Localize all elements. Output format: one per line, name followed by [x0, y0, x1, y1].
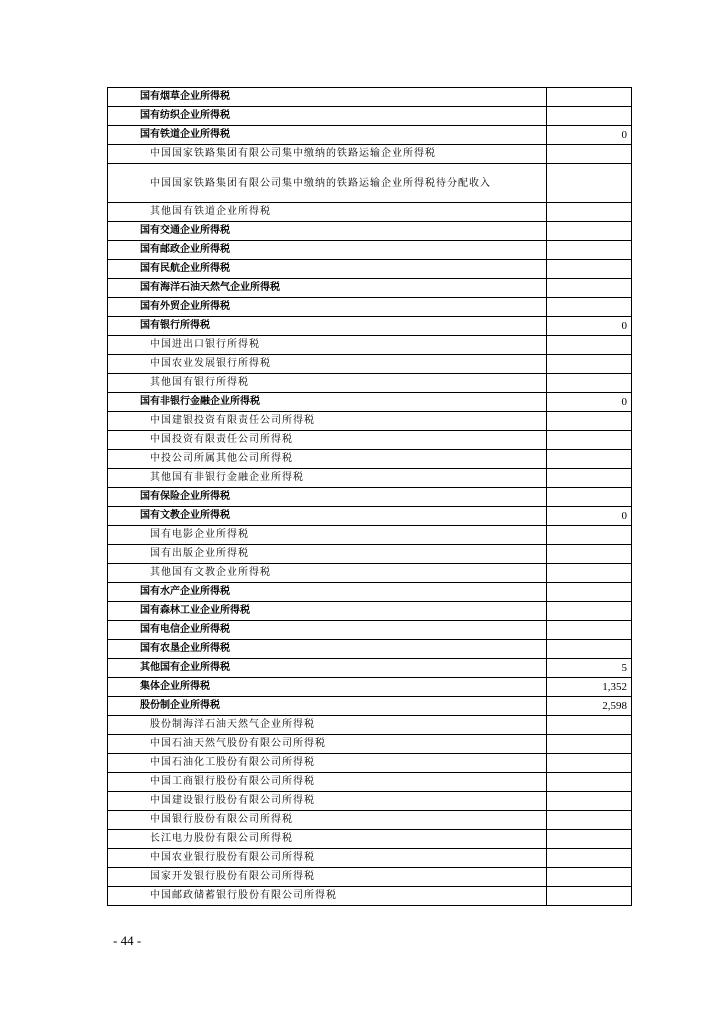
table-row	[108, 469, 632, 488]
tax-item-value	[547, 164, 632, 203]
table-row	[108, 241, 632, 260]
table-row	[108, 602, 632, 621]
tax-item-name: 集体企业所得税	[108, 678, 547, 697]
table-row	[108, 317, 632, 336]
table-row	[108, 393, 632, 412]
tax-item-name: 国有烟草企业所得税	[108, 88, 547, 107]
table-row	[108, 507, 632, 526]
tax-item-value	[547, 792, 632, 811]
tax-item-name: 国有非银行金融企业所得税	[108, 393, 547, 412]
tax-item-value	[547, 602, 632, 621]
table-row	[108, 355, 632, 374]
table-row	[108, 107, 632, 126]
tax-item-name: 其他国有铁道企业所得税	[108, 203, 547, 222]
table-row	[108, 697, 632, 716]
table-row	[108, 336, 632, 355]
tax-item-value	[547, 640, 632, 659]
tax-item-name: 国有水产企业所得税	[108, 583, 547, 602]
tax-item-value: 0	[547, 317, 632, 336]
tax-item-name: 中国工商银行股份有限公司所得税	[108, 773, 547, 792]
table-row	[108, 735, 632, 754]
table-row	[108, 678, 632, 697]
tax-item-name: 中国农业银行股份有限公司所得税	[108, 849, 547, 868]
tax-item-value	[547, 431, 632, 450]
tax-item-value: 2,598	[547, 697, 632, 716]
table-row	[108, 145, 632, 164]
tax-item-name: 其他国有银行所得税	[108, 374, 547, 393]
tax-item-name: 国有邮政企业所得税	[108, 241, 547, 260]
tax-item-value	[547, 735, 632, 754]
table-row	[108, 716, 632, 735]
tax-item-value	[547, 222, 632, 241]
tax-item-name: 国家开发银行股份有限公司所得税	[108, 868, 547, 887]
table-row	[108, 374, 632, 393]
table-row	[108, 431, 632, 450]
tax-item-value	[547, 526, 632, 545]
table-row	[108, 526, 632, 545]
table-row	[108, 830, 632, 849]
table-row	[108, 279, 632, 298]
tax-item-value	[547, 107, 632, 126]
tax-item-name: 其他国有非银行金融企业所得税	[108, 469, 547, 488]
table-row	[108, 164, 632, 203]
table-row	[108, 450, 632, 469]
tax-item-name: 股份制海洋石油天然气企业所得税	[108, 716, 547, 735]
tax-item-value: 0	[547, 507, 632, 526]
tax-item-value	[547, 450, 632, 469]
tax-item-name: 其他国有企业所得税	[108, 659, 547, 678]
tax-item-value	[547, 355, 632, 374]
tax-item-value: 0	[547, 393, 632, 412]
tax-item-name: 中国建设银行股份有限公司所得税	[108, 792, 547, 811]
tax-item-name: 中国进出口银行所得税	[108, 336, 547, 355]
tax-item-value: 1,352	[547, 678, 632, 697]
tax-item-name: 国有农垦企业所得税	[108, 640, 547, 659]
tax-item-value	[547, 621, 632, 640]
tax-item-name: 国有文教企业所得税	[108, 507, 547, 526]
tax-item-value	[547, 887, 632, 906]
tax-item-value	[547, 811, 632, 830]
page-number: - 44 -	[113, 933, 142, 948]
table-row	[108, 126, 632, 145]
table-row	[108, 640, 632, 659]
tax-item-name: 中国农业发展银行所得税	[108, 355, 547, 374]
tax-item-value	[547, 564, 632, 583]
tax-item-name: 国有电影企业所得税	[108, 526, 547, 545]
table-row	[108, 222, 632, 241]
tax-item-name: 中国建银投资有限责任公司所得税	[108, 412, 547, 431]
tax-item-name: 中国石油天然气股份有限公司所得税	[108, 735, 547, 754]
tax-item-name: 中投公司所属其他公司所得税	[108, 450, 547, 469]
tax-revenue-table	[107, 87, 632, 906]
tax-item-name: 国有纺织企业所得税	[108, 107, 547, 126]
tax-item-value	[547, 488, 632, 507]
tax-item-value	[547, 336, 632, 355]
tax-item-value	[547, 469, 632, 488]
tax-item-value	[547, 412, 632, 431]
table-row	[108, 754, 632, 773]
tax-item-value	[547, 374, 632, 393]
tax-item-name: 中国石油化工股份有限公司所得税	[108, 754, 547, 773]
table-row	[108, 811, 632, 830]
tax-item-value	[547, 298, 632, 317]
tax-item-value	[547, 868, 632, 887]
table-row	[108, 260, 632, 279]
tax-item-name: 中国银行股份有限公司所得税	[108, 811, 547, 830]
table-row	[108, 773, 632, 792]
tax-item-value: 0	[547, 126, 632, 145]
tax-item-name: 国有银行所得税	[108, 317, 547, 336]
table-row	[108, 792, 632, 811]
tax-item-name: 国有铁道企业所得税	[108, 126, 547, 145]
tax-item-name: 国有外贸企业所得税	[108, 298, 547, 317]
tax-item-name: 股份制企业所得税	[108, 697, 547, 716]
tax-item-name: 国有海洋石油天然气企业所得税	[108, 279, 547, 298]
tax-item-name: 国有民航企业所得税	[108, 260, 547, 279]
table-row	[108, 868, 632, 887]
tax-item-value	[547, 88, 632, 107]
tax-item-value	[547, 203, 632, 222]
tax-item-name: 中国邮政储蓄银行股份有限公司所得税	[108, 887, 547, 906]
tax-item-value	[547, 773, 632, 792]
tax-item-name: 中国国家铁路集团有限公司集中缴纳的铁路运输企业所得税	[108, 145, 547, 164]
tax-item-value	[547, 145, 632, 164]
tax-item-name: 国有森林工业企业所得税	[108, 602, 547, 621]
tax-item-value	[547, 545, 632, 564]
table-row	[108, 621, 632, 640]
tax-item-value	[547, 849, 632, 868]
tax-item-name: 国有交通企业所得税	[108, 222, 547, 241]
tax-item-value	[547, 260, 632, 279]
table-row	[108, 88, 632, 107]
tax-item-name: 中国投资有限责任公司所得税	[108, 431, 547, 450]
table-row	[108, 583, 632, 602]
table-row	[108, 659, 632, 678]
table-row	[108, 545, 632, 564]
table-row	[108, 887, 632, 906]
tax-item-name: 长江电力股份有限公司所得税	[108, 830, 547, 849]
tax-item-value	[547, 830, 632, 849]
tax-item-name: 中国国家铁路集团有限公司集中缴纳的铁路运输企业所得税待分配收入	[108, 164, 547, 203]
tax-item-value: 5	[547, 659, 632, 678]
tax-item-value	[547, 241, 632, 260]
table-row	[108, 298, 632, 317]
table-body	[108, 88, 632, 906]
tax-item-name: 国有电信企业所得税	[108, 621, 547, 640]
table-row	[108, 203, 632, 222]
tax-item-value	[547, 754, 632, 773]
tax-item-name: 其他国有文教企业所得税	[108, 564, 547, 583]
tax-item-name: 国有保险企业所得税	[108, 488, 547, 507]
table-row	[108, 412, 632, 431]
tax-item-value	[547, 279, 632, 298]
tax-item-name: 国有出版企业所得税	[108, 545, 547, 564]
tax-item-value	[547, 716, 632, 735]
table-row	[108, 849, 632, 868]
table-row	[108, 488, 632, 507]
table-row	[108, 564, 632, 583]
tax-item-value	[547, 583, 632, 602]
